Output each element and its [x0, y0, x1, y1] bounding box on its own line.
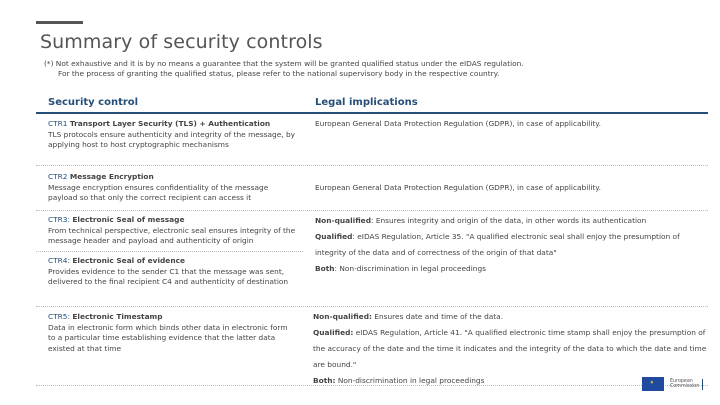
legal-cell [303, 183, 708, 194]
control-title [48, 312, 297, 323]
control-id: CTR5: [48, 312, 71, 321]
legal-qualified: Qualified: eIDAS Regulation, Article 41. "A qualified electronic time stamp shall enjoy the presumption of the accuracy of the date and the time it indicates and the integrity of the data to which the date and time are bound." [313, 328, 707, 369]
note-line-1: (*) Not exhaustive and it is by no means a guarantee that the system will be granted qualified status under the eIDAS regulation. [44, 59, 524, 68]
security-controls-table [36, 92, 708, 386]
control-id: CTR3: [48, 215, 71, 224]
legal-both: Both: Non-discrimination in legal proceedings [313, 376, 485, 385]
control-cell [36, 211, 303, 252]
header-security-control: Security control [48, 96, 139, 108]
legal-text: European General Data Protection Regulation (GDPR), in case of applicability. [315, 182, 601, 192]
legal-cell [301, 307, 708, 385]
control-description: Message encryption ensures confidentiality of the message payload so that only the correct recipient can access it [48, 182, 269, 203]
table-row [36, 166, 708, 211]
legal-cell [303, 211, 708, 306]
note-line-2: For the process of granting the qualified status, please refer to the national supervisory body in the respective country. [58, 69, 500, 78]
control-cell [36, 252, 303, 288]
logo-text: European Commission [670, 379, 703, 390]
control-name: Electronic Seal of message [72, 215, 185, 224]
legal-cell [303, 119, 708, 165]
eu-flag-icon [642, 377, 664, 391]
table-row-group [36, 211, 708, 307]
control-cell [36, 172, 303, 204]
legal-text: European General Data Protection Regulation (GDPR), in case of applicability. [315, 119, 601, 128]
legal-non-qualified: Non-qualified: Ensures integrity and origin of the data, in other words its authentication [315, 216, 647, 225]
control-title [48, 119, 299, 130]
control-id: CTR4: [48, 256, 71, 265]
page-title: Summary of security controls [40, 31, 323, 53]
legal-both: Both: Non-discrimination in legal proceedings [315, 264, 487, 273]
legal-qualified: Qualified: eIDAS Regulation, Article 35. "A qualified electronic seal shall enjoy the presumption of integrity of the data and of correctness of the origin of that data" [315, 232, 680, 257]
european-commission-logo [642, 377, 703, 391]
control-title [48, 256, 303, 267]
control-name: Transport Layer Security (TLS) + Authentication [69, 119, 271, 128]
control-id: CTR1 [48, 119, 68, 128]
legal-non-qualified: Non-qualified: Ensures date and time of the data. [313, 312, 504, 321]
title-accent-bar [36, 21, 83, 24]
control-name: Electronic Timestamp [72, 312, 163, 321]
control-description: TLS protocols ensure authenticity and integrity of the message, by applying host to host cryptographic mechanisms [48, 129, 296, 149]
control-cell [36, 119, 303, 165]
control-title [48, 215, 303, 226]
control-cell-group [36, 211, 303, 306]
control-name: Message Encryption [69, 172, 154, 182]
control-description: Data in electronic form which binds other data in electronic form to a particular time establishing evidence that the latter data existed at that time [48, 322, 288, 353]
control-description: Provides evidence to the sender C1 that the message was sent, delivered to the final recipient C4 and authenticity of destination [48, 266, 289, 286]
table-row [36, 114, 708, 166]
table-row [36, 307, 708, 386]
control-name: Electronic Seal of evidence [72, 256, 185, 265]
control-description: From technical perspective, electronic seal ensures integrity of the message header and payload and authenticity of origin [48, 225, 296, 245]
control-cell [36, 307, 301, 385]
control-id: CTR2 [48, 172, 68, 182]
disclaimer-note [44, 59, 524, 79]
table-header [36, 92, 708, 114]
control-title [48, 172, 299, 183]
header-legal-implications: Legal implications [315, 96, 418, 108]
